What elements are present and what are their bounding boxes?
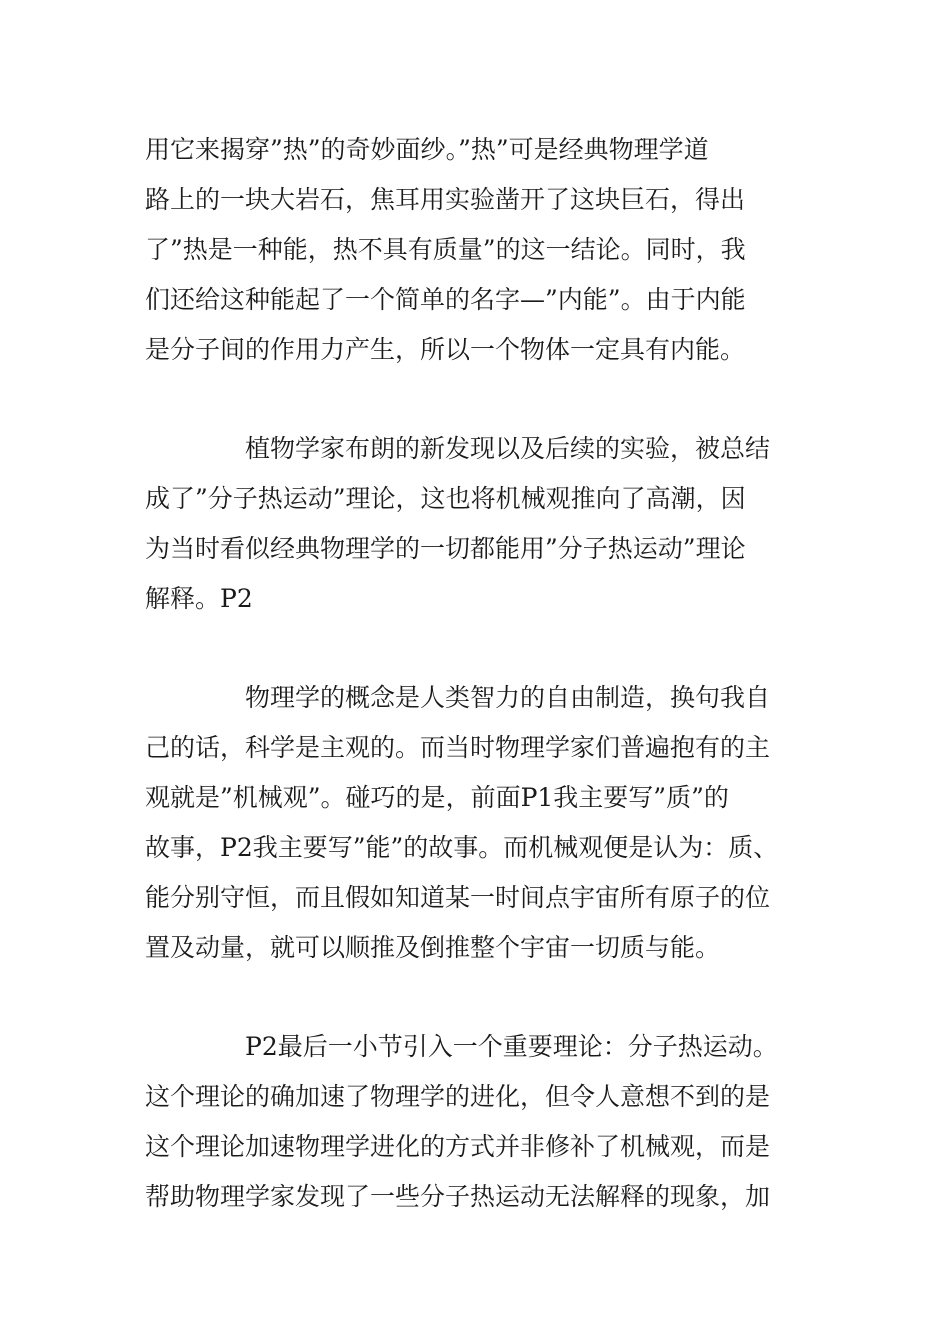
paragraph-1-line-4: 们还给这种能起了一个简单的名字—”内能”。由于内能 bbox=[145, 285, 746, 314]
paragraph-4-line-1: P2最后一小节引入一个重要理论：分子热运动。 bbox=[245, 1032, 778, 1061]
paragraph-3-line-6: 置及动量，就可以顺推及倒推整个宇宙一切质与能。 bbox=[145, 933, 721, 962]
paragraph-3-line-3: 观就是”机械观”。碰巧的是，前面P1我主要写”质”的 bbox=[145, 783, 729, 812]
paragraph-1-line-5: 是分子间的作用力产生，所以一个物体一定具有内能。 bbox=[145, 335, 746, 364]
paragraph-2-line-1: 植物学家布朗的新发现以及后续的实验，被总结 bbox=[245, 434, 771, 463]
paragraph-3-line-5: 能分别守恒，而且假如知道某一时间点宇宙所有原子的位 bbox=[145, 883, 771, 912]
paragraph-1-line-1: 用它来揭穿”热”的奇妙面纱。”热”可是经典物理学道 bbox=[145, 135, 709, 164]
paragraph-3-line-4: 故事，P2我主要写”能”的故事。而机械观便是认为：质、 bbox=[145, 833, 779, 862]
paragraph-4-line-3: 这个理论加速物理学进化的方式并非修补了机械观，而是 bbox=[145, 1132, 771, 1161]
paragraph-4-line-2: 这个理论的确加速了物理学的进化，但令人意想不到的是 bbox=[145, 1082, 771, 1111]
paragraph-3-line-1: 物理学的概念是人类智力的自由制造，换句我自 bbox=[245, 683, 771, 712]
paragraph-1-line-3: 了”热是一种能，热不具有质量”的这一结论。同时，我 bbox=[145, 235, 746, 264]
paragraph-4-line-4: 帮助物理学家发现了一些分子热运动无法解释的现象，加 bbox=[145, 1182, 771, 1211]
paragraph-2-line-3: 为当时看似经典物理学的一切都能用”分子热运动”理论 bbox=[145, 534, 746, 563]
paragraph-1-line-2: 路上的一块大岩石，焦耳用实验凿开了这块巨石，得出 bbox=[145, 185, 746, 214]
paragraph-2-line-2: 成了”分子热运动”理论，这也将机械观推向了高潮，因 bbox=[145, 484, 746, 513]
paragraph-2-line-4: 解释。P2 bbox=[145, 584, 253, 613]
paragraph-3-line-2: 己的话，科学是主观的。而当时物理学家们普遍抱有的主 bbox=[145, 733, 771, 762]
